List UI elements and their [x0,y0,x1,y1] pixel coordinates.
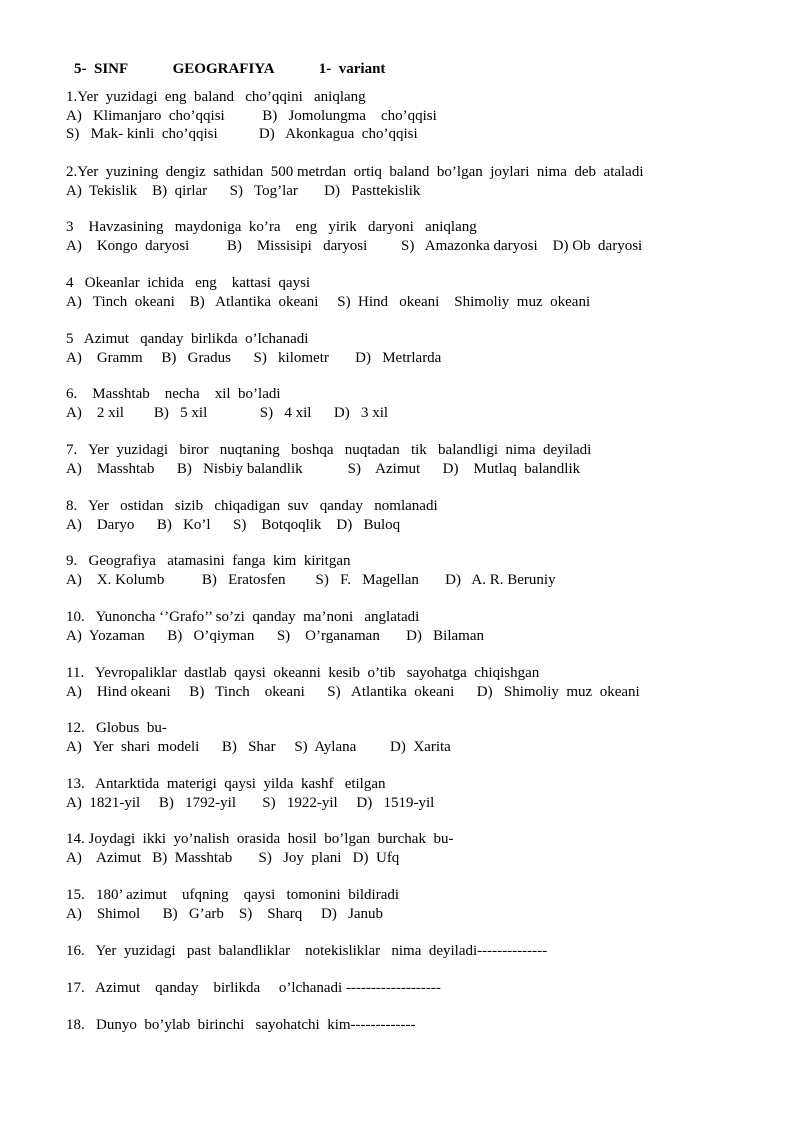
question-text: 13. Antarktida materigi qaysi yilda kashf etilgan [66,776,386,792]
question-block [66,163,644,200]
question-block [66,942,547,961]
answer-options: A) Daryo B) Ko’l S) Botqoqlik D) Buloq [66,516,401,533]
question-block [66,1016,415,1035]
answer-options: A) Kongo daryosi B) Missisipi daryosi S) Amazonka daryosi D) Ob daryosi [66,237,643,254]
answer-options: A) Hind okeani B) Tinch okeani S) Atlantika okeani D) Shimoliy muz okeani [66,683,640,700]
test-header: 5- SINF GEOGRAFIYA 1- variant [74,61,386,77]
question-block [66,552,556,589]
question-block [66,830,453,867]
question-text: 14. Joydagi ikki yo’nalish orasida hosil bo’lgan burchak bu- [66,831,454,847]
question-text: 1.Yer yuzidagi eng baland cho’qqini aniqlang [66,89,366,105]
question-text: 7. Yer yuzidagi biror nuqtaning boshqa nuqtadan tik balandligi nima deyiladi [66,442,592,458]
question-text: 2.Yer yuzining dengiz sathidan 500 metrdan ortiq baland bo’lgan joylari nima deb ataladi [66,164,644,180]
question-block [66,218,642,255]
answer-options: S) Mak- kinli cho’qqisi D) Akonkagua cho’qqisi [66,126,418,142]
question-block [66,385,388,422]
answer-options: A) Gramm B) Gradus S) kilometr D) Metrlarda [66,349,442,366]
question-block [66,608,484,645]
answer-options: A) Yozaman B) O’qiyman S) O’rganaman D) Bilaman [66,627,484,644]
answer-options: A) Tinch okeani B) Atlantika okeani S) Hind okeani Shimoliy muz okeani [66,293,591,310]
question-text: 18. Dunyo bo’ylab birinchi sayohatchi kim------------- [66,1017,416,1033]
question-text: 4 Okeanlar ichida eng kattasi qaysi [66,275,311,291]
question-block [66,775,434,812]
answer-options: A) Azimut B) Masshtab S) Joy plani D) Ufq [66,849,400,866]
answer-options: A) 2 xil B) 5 xil S) 4 xil D) 3 xil [66,404,389,421]
question-block [66,497,438,534]
answer-options: A) Yer shari modeli B) Shar S) Aylana D) Xarita [66,738,451,755]
question-text: 9. Geografiya atamasini fanga kim kiritgan [66,553,351,569]
question-text: 10. Yunoncha ‘’Grafo’’ so’zi qanday ma’noni anglatadi [66,609,420,625]
answer-options: A) Klimanjaro cho’qqisi B) Jomolungma cho’qqisi [66,107,437,124]
question-text: 16. Yer yuzidagi past balandliklar notekisliklar nima deyiladi-------------- [66,943,548,959]
question-text: 8. Yer ostidan sizib chiqadigan suv qanday nomlanadi [66,498,438,514]
question-block [66,274,590,311]
question-text: 11. Yevropaliklar dastlab qaysi okeanni kesib o’tib sayohatga chiqishgan [66,665,540,681]
answer-options: A) 1821-yil B) 1792-yil S) 1922-yil D) 1519-yil [66,794,435,811]
question-block [66,979,441,998]
question-text: 15. 180’ azimut ufqning qaysi tomonini bildiradi [66,887,400,903]
question-text: 3 Havzasining maydoniga ko’ra eng yirik daryoni aniqlang [66,219,477,235]
question-block [66,441,591,478]
answer-options: A) Masshtab B) Nisbiy balandlik S) Azimut D) Mutlaq balandlik [66,460,581,477]
question-text: 5 Azimut qanday birlikda o’lchanadi [66,331,309,347]
answer-options: A) Shimol B) G’arb S) Sharq D) Janub [66,905,384,922]
answer-options: A) Tekislik B) qirlar S) Tog’lar D) Pasttekislik [66,182,421,199]
question-block [66,330,441,367]
question-block [66,664,640,701]
answer-options: A) X. Kolumb B) Eratosfen S) F. Magellan D) A. R. Beruniy [66,571,556,588]
question-block [66,886,399,923]
question-block [66,88,437,144]
question-block [66,719,451,756]
question-text: 17. Azimut qanday birlikda o’lchanadi ------------------- [66,980,441,996]
question-text: 12. Globus bu- [66,720,167,736]
question-text: 6. Masshtab necha xil bo’ladi [66,386,281,402]
